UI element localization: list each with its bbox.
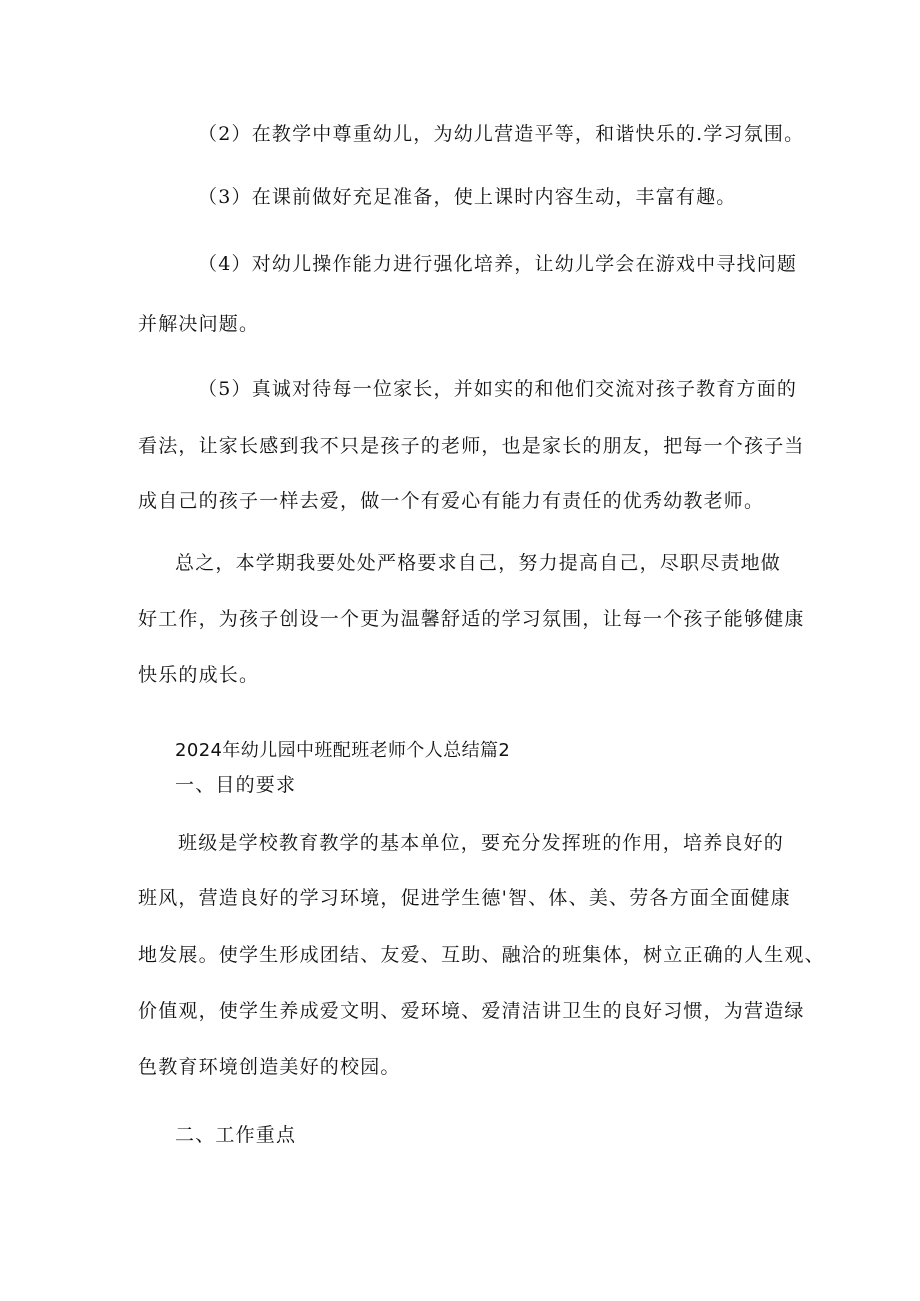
paragraph-line: 并解决问题。 xyxy=(138,313,260,335)
paragraph-line: （5）真诚对待每一位家长，并如实的和他们交流对孩子教育方面的 xyxy=(198,378,798,400)
paragraph-line: 价值观，使学生养成爱文明、爱环境、爱清洁讲卫生的良好习惯，为营造绿 xyxy=(138,1000,805,1022)
paragraph-line: 看法，让家长感到我不只是孩子的老师，也是家长的朋友，把每一个孩子当 xyxy=(138,435,805,457)
paragraph-line: 色教育环境创造美好的校园。 xyxy=(138,1056,401,1078)
paragraph-line: （3）在课前做好充足准备，使上课时内容生动，丰富有趣。 xyxy=(198,186,737,208)
paragraph-line: （4）对幼儿操作能力进行强化培养，让幼儿学会在游戏中寻找问题 xyxy=(198,253,798,275)
paragraph-line: 班级是学校教育教学的基本单位，要充分发挥班的作用，培养良好的 xyxy=(178,832,785,854)
paragraph-line: 成自己的孩子一样去爱，做一个有爱心有能力有责任的优秀幼教老师。 xyxy=(138,490,765,512)
paragraph-line: 快乐的成长。 xyxy=(138,664,260,686)
section-heading-work-focus: 二、工作重点 xyxy=(175,1124,297,1146)
section-heading-goals: 一、目的要求 xyxy=(175,774,297,796)
paragraph-line: （2）在教学中尊重幼儿，为幼儿营造平等，和谐快乐的.学习氛围。 xyxy=(198,123,805,145)
section-title: 2024年幼儿园中班配班老师个人总结篇2 xyxy=(175,740,511,761)
paragraph-line: 班风，营造良好的学习环境，促进学生德'智、体、美、劳各方面全面健康 xyxy=(138,887,791,909)
paragraph-line: 总之，本学期我要处处严格要求自己，努力提高自己，尽职尽责地做 xyxy=(175,552,782,574)
paragraph-line: 地发展。使学生形成团结、友爱、互助、融洽的班集体，树立正确的人生观、 xyxy=(138,944,825,966)
paragraph-line: 好工作，为孩子创设一个更为温馨舒适的学习氛围，让每一个孩子能够健康 xyxy=(138,608,805,630)
